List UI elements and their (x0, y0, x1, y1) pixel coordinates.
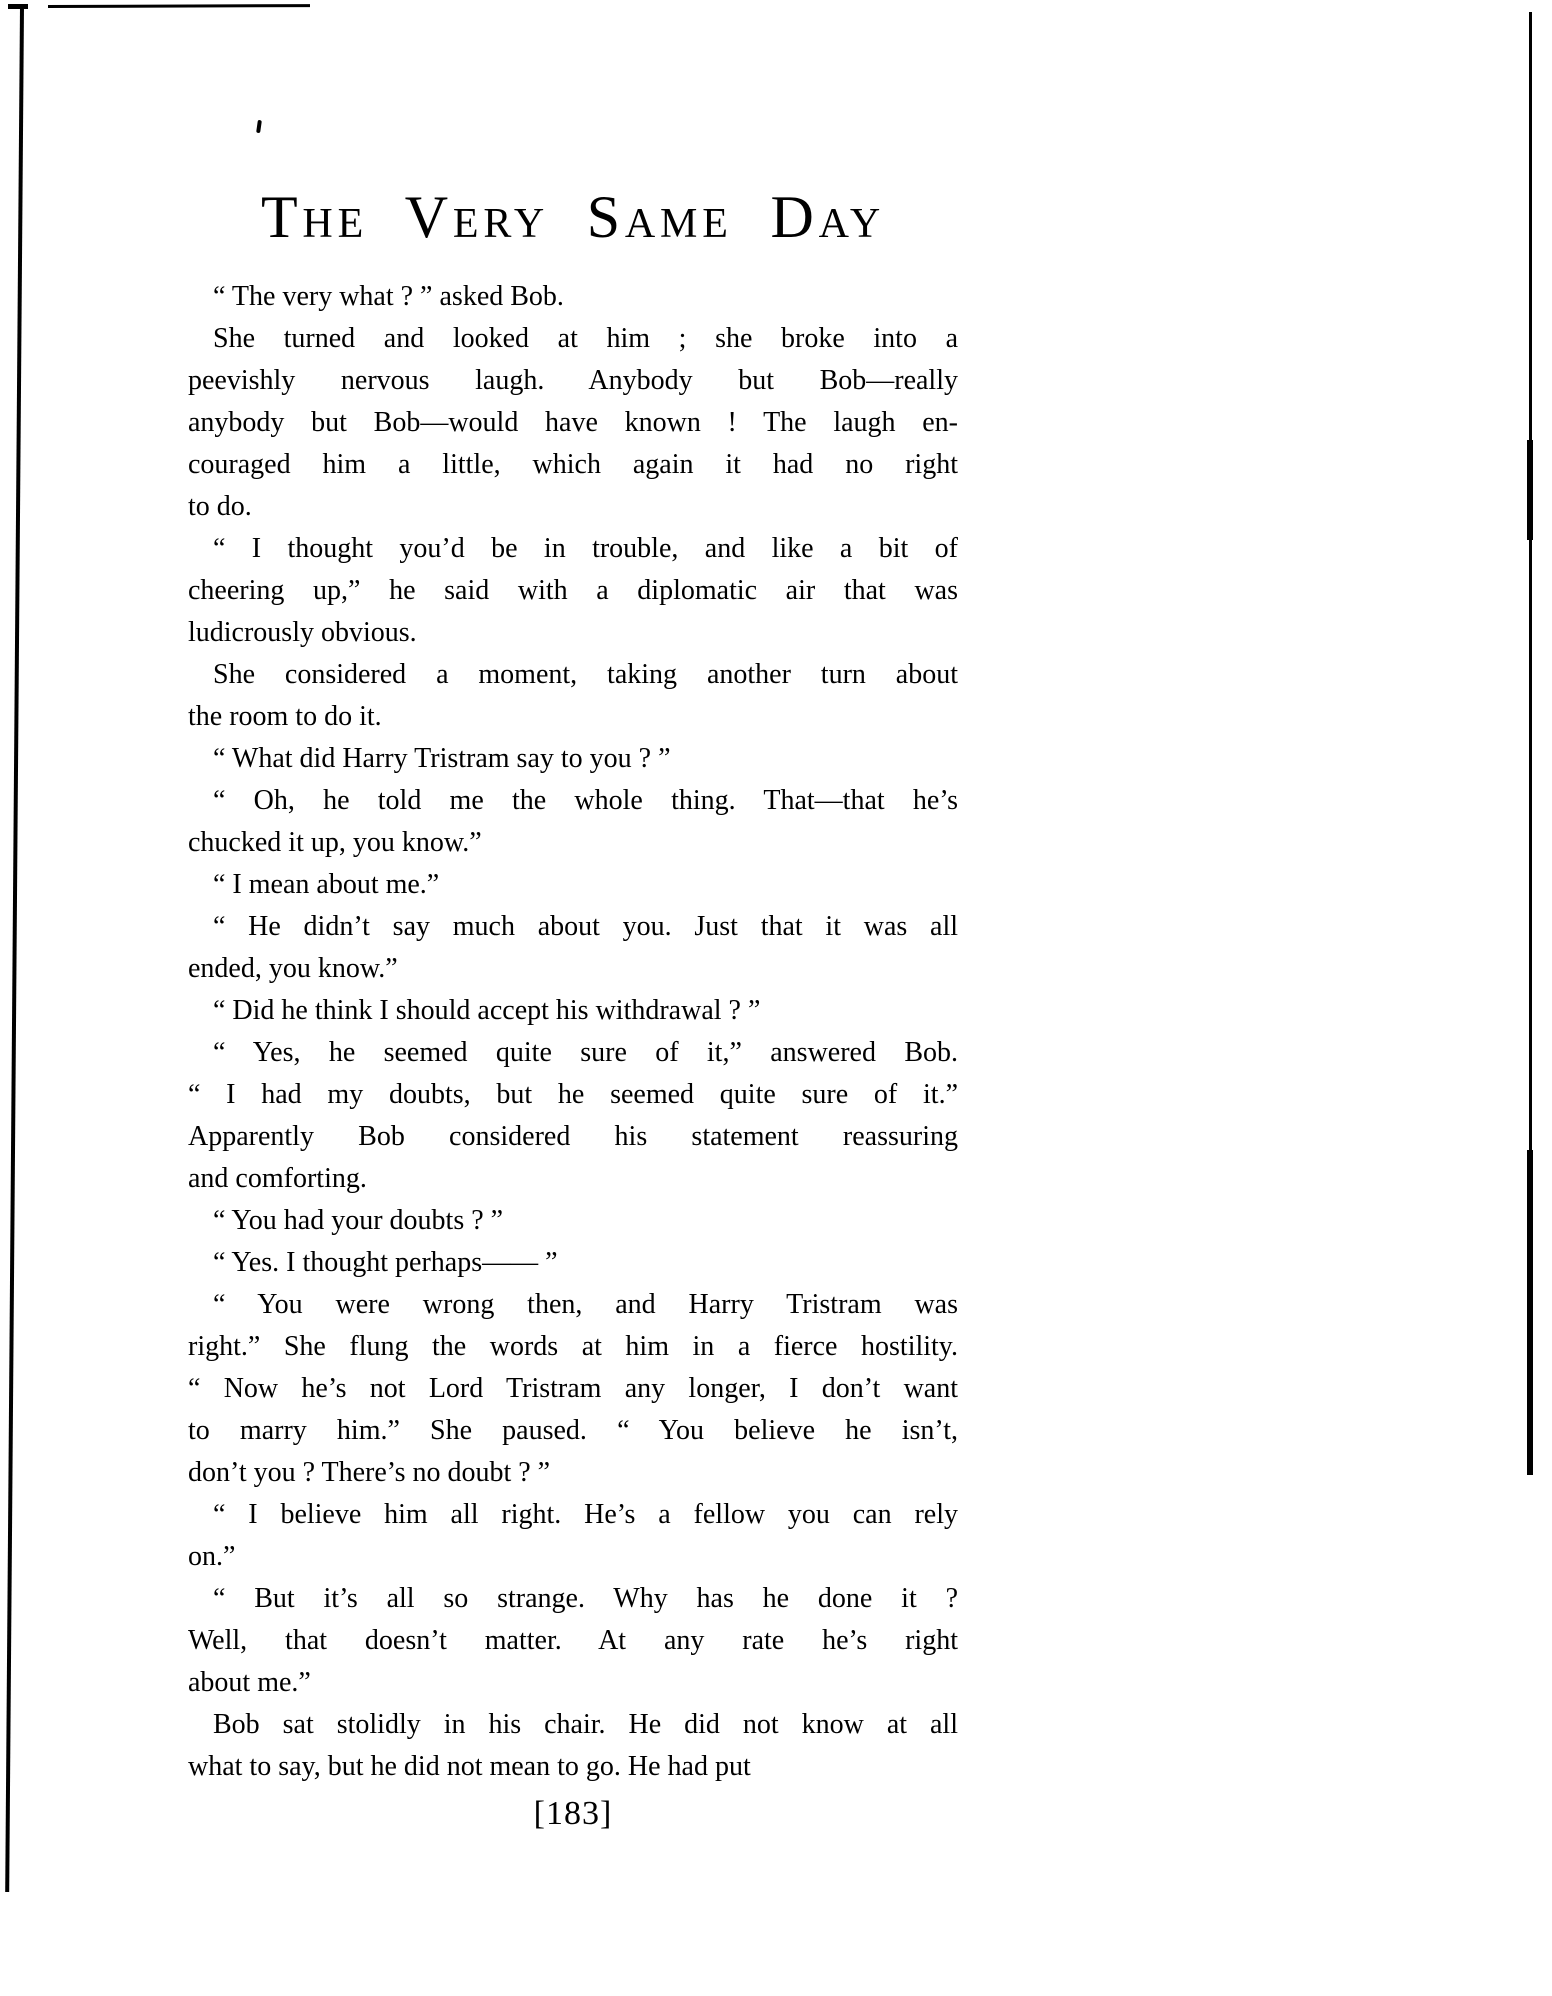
text-line: the room to do it. (188, 701, 382, 732)
text-line: “ Did he think I should accept his withdrawal ? ” (213, 995, 761, 1026)
text-line: “ He didn’t say much about you. Just that it was all (213, 911, 958, 942)
text-line: Well, that doesn’t matter. At any rate he’s right (188, 1625, 958, 1656)
text-line: right.” She flung the words at him in a fierce hostility. (188, 1331, 958, 1362)
text-line: to do. (188, 491, 252, 522)
page-number: [183] (533, 1795, 613, 1832)
text-line: couraged him a little, which again it had no right (188, 449, 958, 480)
text-line: and comforting. (188, 1163, 367, 1194)
text-line: “ You had your doubts ? ” (213, 1205, 504, 1236)
text-line: She considered a moment, taking another turn about (213, 659, 958, 690)
text-line: Bob sat stolidly in his chair. He did not know at all (213, 1709, 958, 1740)
text-line: on.” (188, 1541, 236, 1572)
scan-artifact-left-edge-cap (8, 4, 28, 9)
text-line: about me.” (188, 1667, 311, 1698)
text-line: peevishly nervous laugh. Anybody but Bob—really (188, 365, 958, 396)
text-line: “ Oh, he told me the whole thing. That—that he’s (213, 785, 958, 816)
text-line: cheering up,” he said with a diplomatic air that was (188, 575, 958, 606)
text-line: “ But it’s all so strange. Why has he done it ? (213, 1583, 958, 1614)
text-line: ended, you know.” (188, 953, 398, 984)
scan-artifact-top-edge-line (48, 4, 310, 8)
text-line: “ I mean about me.” (213, 869, 440, 900)
scan-artifact-right-edge-blot (1527, 1150, 1533, 1475)
scan-artifact-stray-mark (256, 120, 262, 133)
text-line: ludicrously obvious. (188, 617, 417, 648)
text-line: “ Now he’s not Lord Tristram any longer, I don’t want (188, 1373, 958, 1404)
text-line: to marry him.” She paused. “ You believe he isn’t, (188, 1415, 958, 1446)
text-line: chucked it up, you know.” (188, 827, 482, 858)
text-line: “ Yes. I thought perhaps—— ” (213, 1247, 558, 1278)
text-line: “ I believe him all right. He’s a fellow you can rely (213, 1499, 958, 1530)
scan-artifact-right-edge-blot (1527, 440, 1533, 540)
chapter-title: The Very Same Day (260, 184, 885, 250)
text-line: what to say, but he did not mean to go. He had put (188, 1751, 751, 1782)
text-line: “ You were wrong then, and Harry Tristram was (213, 1289, 958, 1320)
text-line: She turned and looked at him ; she broke into a (213, 323, 958, 354)
text-line: anybody but Bob—would have known ! The laugh en- (188, 407, 958, 438)
text-line: “ I had my doubts, but he seemed quite sure of it.” (188, 1079, 958, 1110)
text-line: don’t you ? There’s no doubt ? ” (188, 1457, 551, 1488)
text-line: “ The very what ? ” asked Bob. (213, 281, 564, 312)
text-line: “ Yes, he seemed quite sure of it,” answered Bob. (213, 1037, 958, 1068)
text-line: “ I thought you’d be in trouble, and like a bit of (213, 533, 958, 564)
scan-artifact-left-edge-line (5, 6, 24, 1892)
text-line: “ What did Harry Tristram say to you ? ” (213, 743, 671, 774)
page-body (188, 276, 958, 1788)
text-line: Apparently Bob considered his statement reassuring (188, 1121, 958, 1152)
